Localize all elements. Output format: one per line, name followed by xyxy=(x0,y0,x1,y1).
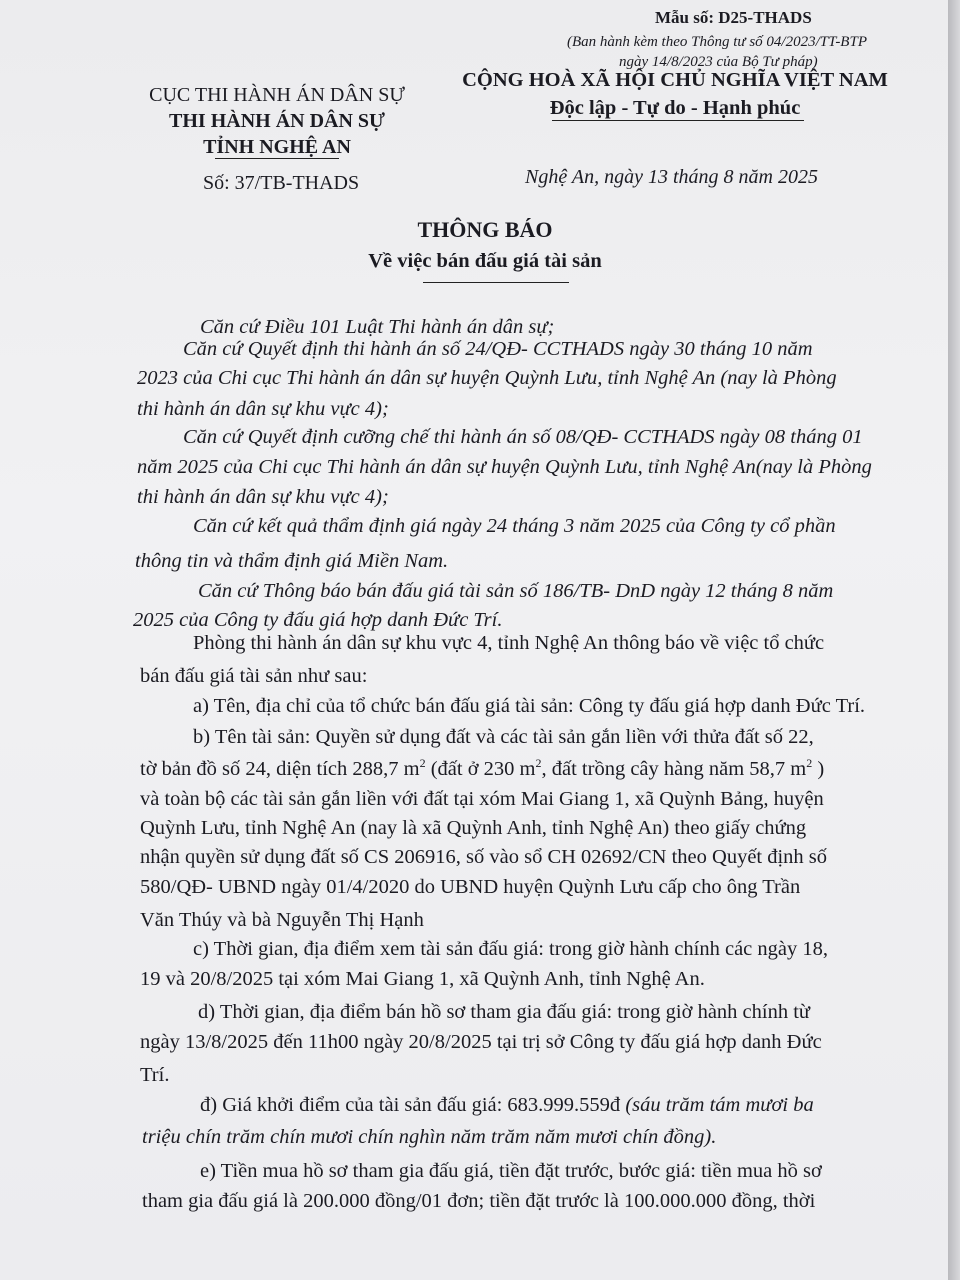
form-code: Mẫu số: D25-THADS xyxy=(655,8,812,27)
item-c-line: 19 và 20/8/2025 tại xóm Mai Giang 1, xã Quỳnh Anh, tỉnh Nghệ An. xyxy=(140,968,705,990)
item-b-line: Quỳnh Lưu, tỉnh Nghệ An (nay là xã Quỳnh Anh, tỉnh Nghệ An) theo giấy chứng xyxy=(140,817,807,839)
basis-line: Căn cứ Quyết định thi hành án số 24/QĐ- CCTHADS ngày 30 tháng 10 năm xyxy=(183,338,813,360)
basis-line: Căn cứ Quyết định cưỡng chế thi hành án số 08/QĐ- CCTHADS ngày 08 tháng 01 xyxy=(183,426,863,448)
form-note-line-1: (Ban hành kèm theo Thông tư số 04/2023/TT-BTP xyxy=(567,34,867,50)
national-motto: Độc lập - Tự do - Hạnh phúc xyxy=(549,97,801,119)
place-date: Nghệ An, ngày 13 tháng 8 năm 2025 xyxy=(525,166,818,188)
item-c-line: c) Thời gian, địa điểm xem tài sản đấu giá: trong giờ hành chính các ngày 18, xyxy=(193,938,828,960)
form-note-line-2: ngày 14/8/2023 của Bộ Tư pháp) xyxy=(619,54,818,70)
item-b-line: nhận quyền sử dụng đất số CS 206916, số vào sổ CH 02692/CN theo Quyết định số xyxy=(140,846,828,868)
item-e-line: tham gia đấu giá là 200.000 đồng/01 đơn; tiền đặt trước là 100.000.000 đồng, thời xyxy=(142,1190,816,1212)
title-underline xyxy=(423,282,569,283)
item-dd-line: đ) Giá khởi điểm của tài sản đấu giá: 683.999.559đ (sáu trăm tám mươi ba xyxy=(200,1094,814,1116)
basis-line: thi hành án dân sự khu vực 4); xyxy=(137,398,389,420)
item-a: a) Tên, địa chỉ của tổ chức bán đấu giá tài sản: Công ty đấu giá hợp danh Đức Trí. xyxy=(193,695,866,717)
basis-line: Căn cứ Thông báo bán đấu giá tài sản số 186/TB- DnD ngày 12 tháng 8 năm xyxy=(198,580,834,602)
basis-line: 2025 của Công ty đấu giá hợp danh Đức Trí. xyxy=(133,609,503,631)
item-d-line: Trí. xyxy=(140,1064,170,1086)
item-b-line: b) Tên tài sản: Quyền sử dụng đất và các tài sản gắn liền với thửa đất số 22, xyxy=(193,726,814,748)
item-b-line: tờ bản đồ số 24, diện tích 288,7 $m^2$ (đất ở 230 $m^2$, đất trồng cây hàng năm 58,7 $m^2$ ) xyxy=(140,756,825,780)
basis-line: Căn cứ kết quả thẩm định giá ngày 24 tháng 3 năm 2025 của Công ty cổ phần xyxy=(193,515,836,537)
body-line: Phòng thi hành án dân sự khu vực 4, tỉnh Nghệ An thông báo về việc tổ chức xyxy=(193,632,825,654)
nation-header xyxy=(455,66,895,122)
agency-line-3: TỈNH NGHỆ AN xyxy=(203,136,351,158)
basis-line: năm 2025 của Chi cục Thi hành án dân sự huyện Quỳnh Lưu, tỉnh Nghệ An(nay là Phòng xyxy=(137,456,872,478)
page-edge xyxy=(948,0,960,1280)
item-d-line: d) Thời gian, địa điểm bán hồ sơ tham gia đấu giá: trong giờ hành chính từ xyxy=(198,1001,811,1023)
basis-line: thi hành án dân sự khu vực 4); xyxy=(137,486,389,508)
agency-line-1: CỤC THI HÀNH ÁN DÂN SỰ xyxy=(149,84,405,106)
item-b-line: 580/QĐ- UBND ngày 01/4/2020 do UBND huyện Quỳnh Lưu cấp cho ông Trần xyxy=(140,876,801,898)
motto-underline xyxy=(552,120,804,121)
nation-name: CỘNG HOÀ XÃ HỘI CHỦ NGHĨA VIỆT NAM xyxy=(462,69,888,91)
document-subtitle: Về việc bán đấu giá tài sản xyxy=(368,250,602,272)
basis-line: thông tin và thẩm định giá Miền Nam. xyxy=(135,550,449,572)
item-b-line: và toàn bộ các tài sản gắn liền với đất tại xóm Mai Giang 1, xã Quỳnh Bảng, huyện xyxy=(140,788,824,810)
document-number: Số: 37/TB-THADS xyxy=(203,172,360,194)
agency-line-2: THI HÀNH ÁN DÂN SỰ xyxy=(169,110,385,132)
agency-header xyxy=(118,82,436,160)
item-dd-line: triệu chín trăm chín mươi chín nghìn năm trăm năm mươi chín đồng). xyxy=(142,1126,717,1148)
item-b-line: Văn Thúy và bà Nguyễn Thị Hạnh xyxy=(140,909,424,931)
basis-line: 2023 của Chi cục Thi hành án dân sự huyện Quỳnh Lưu, tỉnh Nghệ An (nay là Phòng xyxy=(137,367,837,389)
agency-underline xyxy=(215,158,339,159)
basis-line: Căn cứ Điều 101 Luật Thi hành án dân sự; xyxy=(200,316,555,338)
item-d-line: ngày 13/8/2025 đến 11h00 ngày 20/8/2025 tại trị sở Công ty đấu giá hợp danh Đức xyxy=(140,1031,822,1053)
item-e-line: e) Tiền mua hồ sơ tham gia đấu giá, tiền đặt trước, bước giá: tiền mua hồ sơ xyxy=(200,1160,822,1182)
document-title: THÔNG BÁO xyxy=(417,217,553,242)
body-line: bán đấu giá tài sản như sau: xyxy=(140,665,368,687)
